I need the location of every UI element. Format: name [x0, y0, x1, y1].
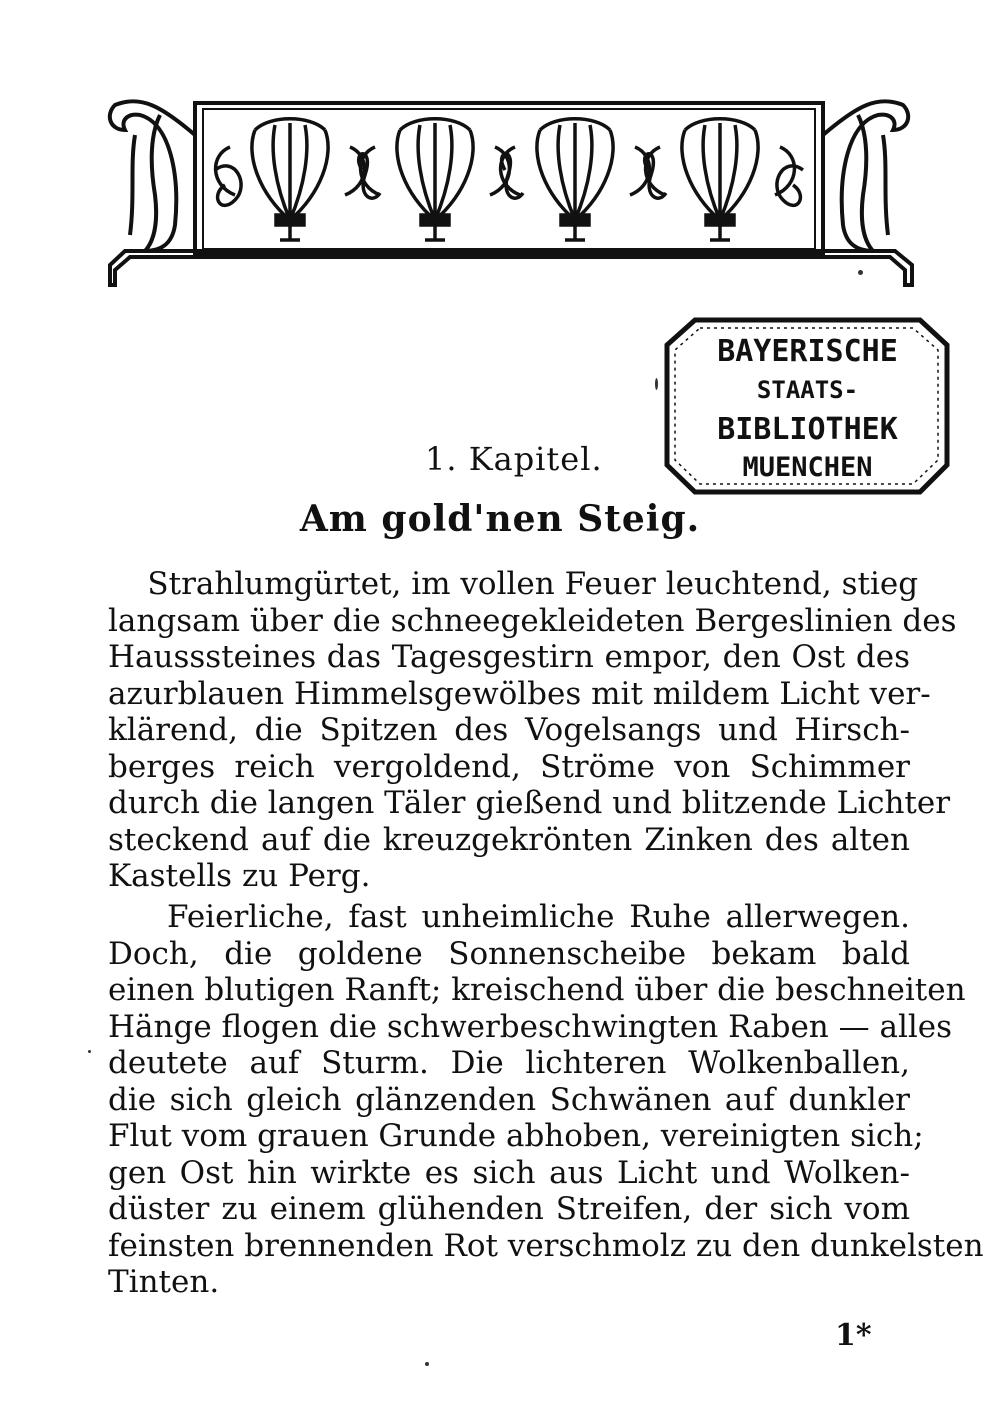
scan-speck — [425, 1362, 429, 1366]
scan-speck — [655, 378, 658, 390]
paragraph-line: berges reich vergoldend, Ströme von Schimmer — [108, 748, 910, 785]
paragraph-line: Strahlumgürtet, im vollen Feuer leuchtend, stieg — [108, 566, 919, 602]
paragraph-line: steckend auf die kreuzgekrönten Zinken des alten — [108, 821, 910, 858]
paragraph-line: durch die langen Täler gießend und blitzende Lichter — [108, 785, 951, 821]
paragraph-line: einen blutigen Ranft; kreischend über die beschneiten — [108, 972, 966, 1008]
paragraph-line: azurblauen Himmelsgewölbes mit mildem Licht ver- — [108, 675, 931, 712]
stamp-line-3: BIBLIOTHEK — [717, 412, 898, 447]
page-number: 1* — [835, 1318, 872, 1353]
paragraph-1 — [108, 566, 957, 895]
chapter-title: Am gold'nen Steig. — [299, 498, 701, 540]
paragraph-line: deutete auf Sturm. Die lichteren Wolkenballen, — [108, 1045, 910, 1081]
paragraph-line: Doch, die goldene Sonnenscheibe bekam bald — [108, 935, 910, 972]
paragraph-2 — [108, 899, 984, 1301]
paragraph-line: düster zu einem glühenden Streifen, der sich vom — [108, 1191, 910, 1227]
paragraph-line: die sich gleich glänzenden Schwänen auf dunkler — [108, 1081, 910, 1118]
paragraph-line: Kastells zu Perg. — [108, 858, 371, 894]
scan-speck — [88, 1050, 91, 1053]
paragraph-line: Hausssteines das Tagesgestirn empor, den Ost des — [108, 639, 910, 675]
stamp-line-1: BAYERISCHE — [717, 334, 898, 369]
paragraph-line: Feierliche, fast unheimliche Ruhe allerwegen. — [108, 899, 910, 935]
scan-speck — [858, 270, 863, 275]
ornament-header-illustration — [100, 75, 920, 290]
chapter-label: 1. Kapitel. — [425, 440, 603, 478]
paragraph-line: Flut vom grauen Grunde abhoben, vereinigten sich; — [108, 1118, 924, 1154]
stamp-line-2: STAATS- — [756, 376, 859, 404]
paragraph-line: Tinten. — [108, 1264, 220, 1300]
paragraph-line: langsam über die schneegekleideten Bergeslinien des — [108, 602, 957, 639]
library-stamp — [655, 300, 960, 505]
paragraph-line: gen Ost hin wirkte es sich aus Licht und Wolken- — [108, 1154, 910, 1191]
paragraph-line: feinsten brennenden Rot verschmolz zu den dunkelsten — [108, 1227, 984, 1264]
paragraph-line: Hänge flogen die schwerbeschwingten Raben — alles — [108, 1008, 953, 1045]
stamp-line-4: MUENCHEN — [742, 452, 873, 483]
paragraph-line: klärend, die Spitzen des Vogelsangs und Hirsch- — [108, 712, 910, 748]
